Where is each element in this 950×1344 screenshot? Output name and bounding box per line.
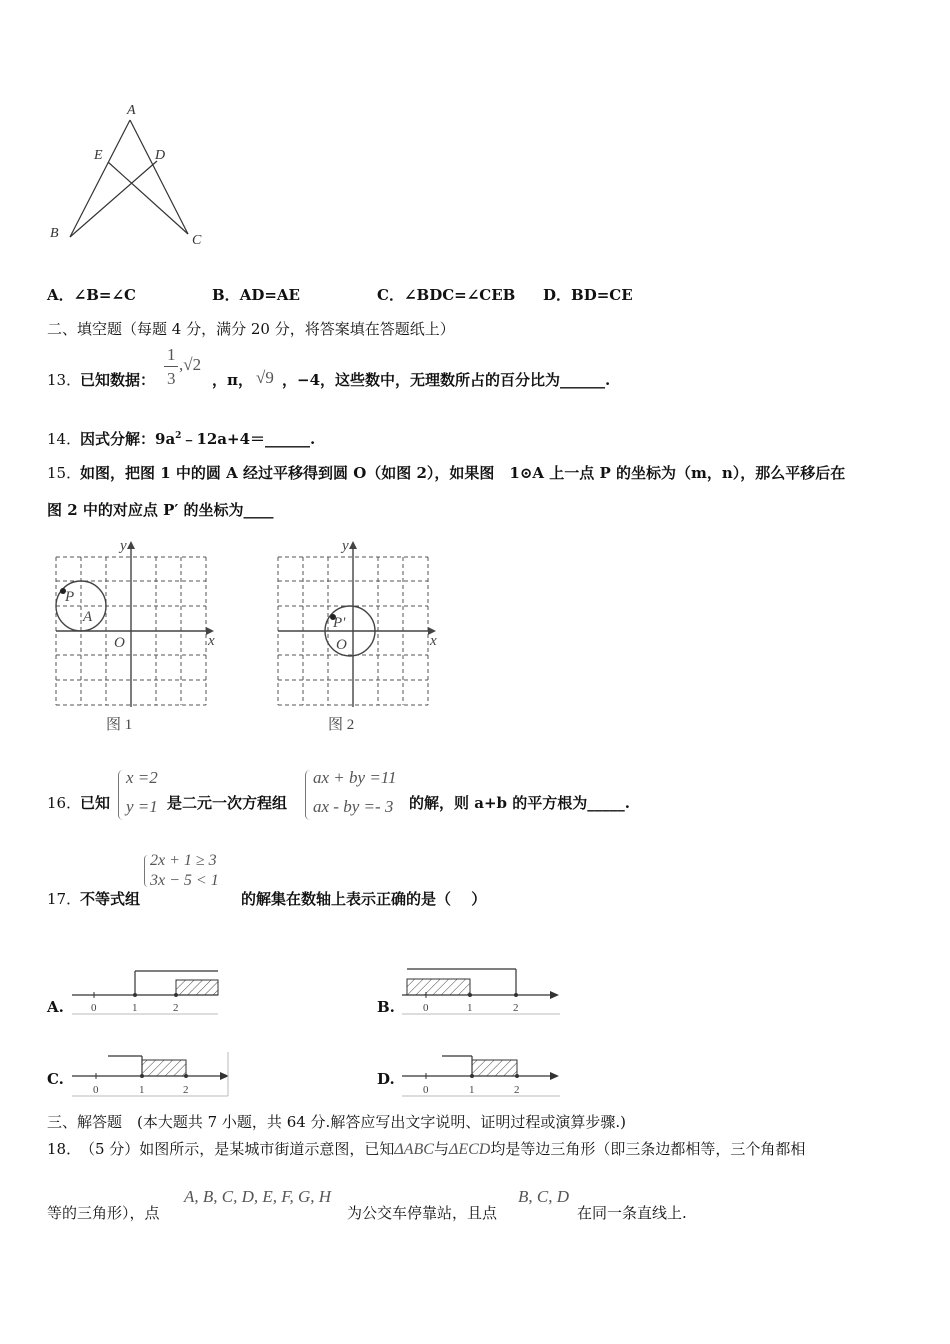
center-a: A: [83, 609, 93, 625]
q16-suffix: 的解，则 a+b 的平方根为_____.: [409, 794, 630, 812]
q17-option-b-key[interactable]: B.: [377, 998, 395, 1016]
tick-2: 2: [514, 1084, 520, 1096]
q14-prefix: 因式分解：9a: [80, 430, 176, 448]
q17-ineq2: 3x − 5 < 1: [150, 872, 219, 889]
fraction-bar: [164, 366, 178, 367]
grid-figure-2: [270, 535, 445, 740]
tick-1: 1: [132, 1002, 138, 1014]
fig1-caption: 图 1: [106, 717, 133, 733]
origin: O: [336, 637, 347, 653]
option-key: C．: [377, 286, 404, 304]
label-a: A: [127, 103, 136, 118]
q12-option-c[interactable]: [377, 286, 515, 305]
q18-points2: B, C, D: [518, 1187, 569, 1206]
axis-y: y: [342, 538, 349, 554]
option-key: D．: [543, 286, 572, 304]
q16-sys2-line1: ax + by =11: [313, 768, 397, 787]
brace-3: [144, 855, 149, 887]
q16-prefix: 已知: [80, 794, 111, 812]
tick-1: 1: [139, 1084, 145, 1096]
q14-num: 14．: [47, 430, 82, 448]
fig2-caption: 图 2: [328, 717, 355, 733]
option-text: BD=CE: [571, 286, 633, 304]
q18-line2-b: 为公交车停靠站，且点: [347, 1204, 498, 1222]
number-line-c[interactable]: [72, 1050, 232, 1100]
q13-sqrt9: √9: [256, 368, 274, 387]
q16-num: 16．: [47, 794, 82, 812]
label-e: E: [94, 148, 103, 163]
q15-line1: 如图，把图 1 中的圆 A 经过平移得到圆 O（如图 2），如果图 1⊙A 上一点 P 的坐标为（m，n），那么平移后在: [80, 464, 846, 482]
axis-x: x: [208, 633, 215, 649]
q17-ineq1: 2x + 1 ≥ 3: [150, 852, 217, 869]
q18-line2-a: 等的三角形），点: [47, 1204, 160, 1222]
q13-sqrt2: ,√2: [179, 355, 202, 374]
q17-num: 17．: [47, 890, 82, 908]
tick-2: 2: [183, 1084, 189, 1096]
q16-sys1-line2: y =1: [126, 797, 158, 816]
tick-2: 2: [513, 1002, 519, 1014]
q17-option-d-key[interactable]: D.: [377, 1070, 395, 1088]
q15-num: 15．: [47, 464, 82, 482]
q16-middle: 是二元一次方程组: [167, 794, 288, 812]
tick-2: 2: [173, 1002, 179, 1014]
number-line-a[interactable]: [72, 966, 227, 1018]
q13-frac-num: 1: [167, 345, 176, 364]
q18-tri2: ΔECD: [448, 1141, 491, 1158]
q18-line2-c: 在同一条直线上.: [577, 1204, 687, 1222]
q18-points: A, B, C, D, E, F, G, H: [184, 1187, 332, 1206]
q18-line1: [80, 1140, 805, 1160]
option-text: AD=AE: [239, 286, 300, 304]
number-line-d[interactable]: [402, 1050, 564, 1100]
option-key: A．: [47, 286, 74, 304]
q16-sys2-line2: ax - by =- 3: [313, 797, 394, 816]
q17-suffix: 的解集在数轴上表示正确的是（ ）: [241, 890, 487, 908]
q12-option-d[interactable]: [543, 286, 633, 305]
q18-tri1: ΔABC: [394, 1141, 434, 1158]
brace-2: [305, 770, 311, 820]
brace-1: [118, 770, 124, 820]
q13-prefix: 已知数据：: [80, 371, 156, 389]
tick-1: 1: [467, 1002, 473, 1014]
q18-line1-c: 均是等边三角形（即三条边都相等，三个角都相: [490, 1140, 806, 1158]
q16-sys1-line1: x =2: [126, 768, 158, 787]
axis-y: y: [120, 538, 127, 554]
option-text: ∠BDC=∠CEB: [403, 286, 516, 304]
q13-frac-den: 3: [167, 369, 176, 388]
point-p: P: [65, 589, 75, 605]
number-line-b[interactable]: [402, 966, 564, 1018]
label-c: C: [192, 233, 202, 248]
origin: O: [114, 635, 125, 651]
q17-prefix: 不等式组: [80, 890, 141, 908]
q12-option-b[interactable]: [212, 286, 300, 305]
option-text: ∠B=∠C: [73, 286, 136, 304]
grid-figure-1: [48, 535, 223, 740]
point-p-prime: P': [333, 615, 346, 631]
tick-0: 0: [93, 1084, 99, 1096]
tick-0: 0: [423, 1084, 429, 1096]
section3-title: 三、解答题 (本大题共 7 小题，共 64 分.解答应写出文字说明、证明过程或演算步骤.): [47, 1113, 626, 1131]
q14-sup: 2: [175, 431, 182, 441]
tick-0: 0: [91, 1002, 97, 1014]
section2-title: 二、填空题（每题 4 分，满分 20 分，将答案填在答题纸上）: [47, 320, 455, 338]
q13-num: 13．: [47, 371, 82, 389]
tick-1: 1: [469, 1084, 475, 1096]
label-b: B: [50, 226, 59, 241]
q14-suffix: ﹣12a+4＝______.: [181, 430, 316, 448]
option-key: B．: [212, 286, 240, 304]
tick-0: 0: [423, 1002, 429, 1014]
q13-suffix: ，−4，这些数中，无理数所占的百分比为______.: [282, 371, 611, 389]
q18-num: 18．: [47, 1140, 82, 1158]
q13-mid: ，π，: [212, 371, 253, 389]
q15-line2: 图 2 中的对应点 P′ 的坐标为____: [47, 501, 274, 519]
q18-line1-b: 与: [433, 1140, 449, 1158]
q17-option-c-key[interactable]: C.: [47, 1070, 64, 1088]
q18-line1-a: （5 分）如图所示，是某城市街道示意图，已知: [80, 1140, 395, 1158]
triangle-figure: [40, 98, 220, 258]
q14-text: [80, 430, 315, 449]
q12-option-a[interactable]: [47, 286, 136, 305]
q17-option-a-key[interactable]: A.: [47, 998, 64, 1016]
label-d: D: [155, 148, 166, 163]
axis-x: x: [430, 633, 437, 649]
